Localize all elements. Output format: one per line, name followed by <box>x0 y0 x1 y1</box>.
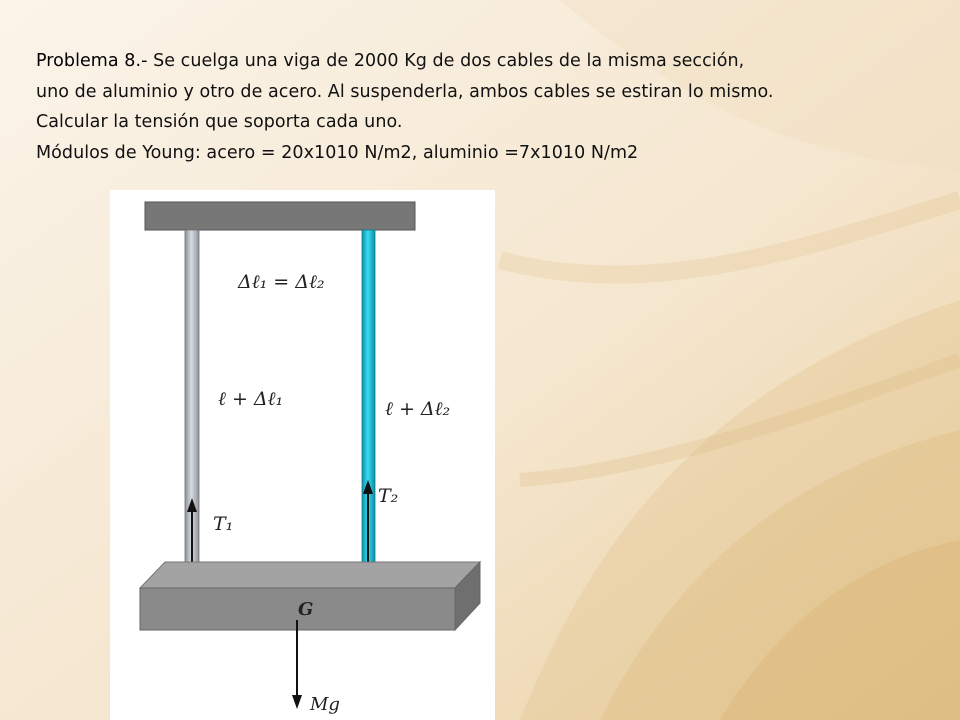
right-cable-length-label: ℓ + Δℓ₂ <box>385 398 451 420</box>
diagram-svg <box>110 190 495 720</box>
problem-line-4: Módulos de Young: acero = 20x1010 N/m2, aluminio =7x1010 N/m2 <box>36 142 639 163</box>
problem-line-1 <box>36 46 936 77</box>
weight-label: Mg <box>310 694 340 715</box>
problem-statement <box>36 46 936 168</box>
problem-line-1-text: Se cuelga una viga de 2000 Kg de dos cables de la misma sección, <box>147 51 745 71</box>
weight-arrow <box>292 620 302 709</box>
center-of-gravity-label: G <box>298 599 314 620</box>
ceiling-support <box>145 202 415 230</box>
left-cable-length-label: ℓ + Δℓ₁ <box>218 388 284 410</box>
problem-line-3: Calcular la tensión que soporta cada uno. <box>36 112 403 132</box>
problem-lead: Problema 8.- <box>36 51 148 71</box>
problem-line-2: uno de aluminio y otro de acero. Al suspenderla, ambos cables se estiran lo mismo. <box>36 81 774 102</box>
t2-label: T₂ <box>378 485 399 507</box>
elongation-equality-label: Δℓ₁ = Δℓ₂ <box>238 271 325 293</box>
beam-diagram <box>110 190 495 720</box>
t1-label: T₁ <box>213 513 234 535</box>
